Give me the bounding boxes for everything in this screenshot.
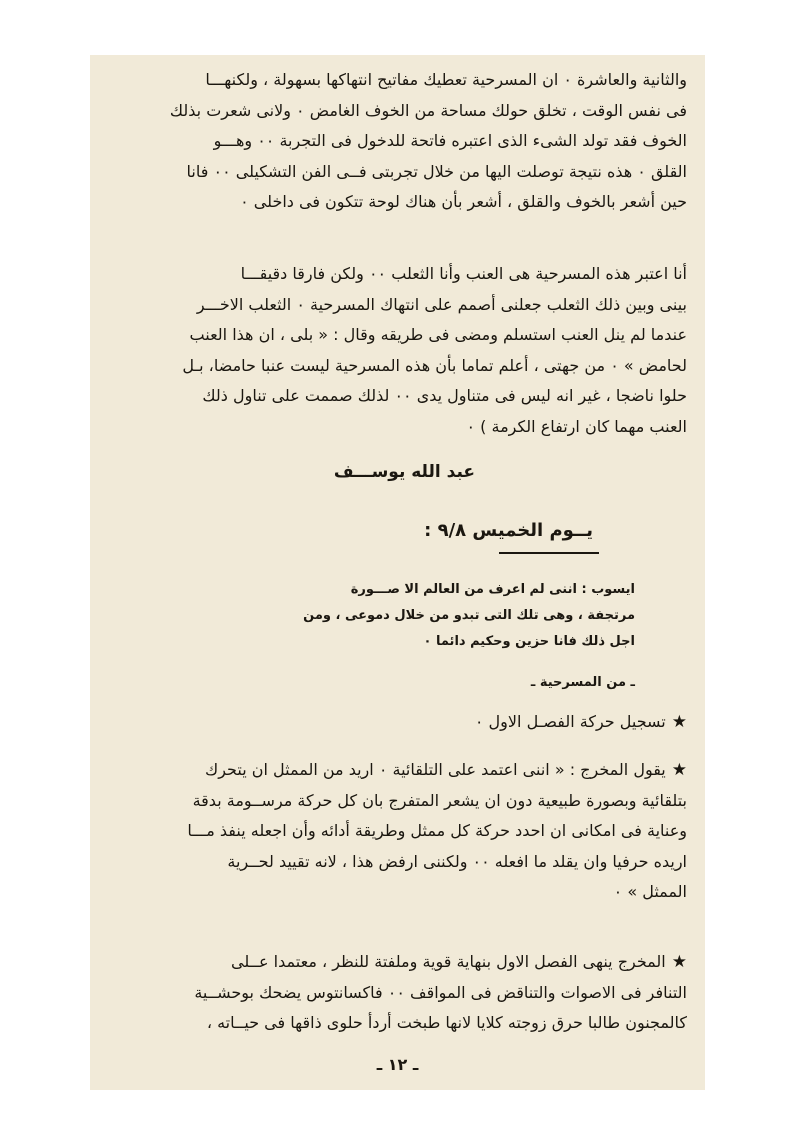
star-icon: ★ bbox=[671, 712, 687, 732]
text-line: فى نفس الوقت ، تخلق حولك مساحة من الخوف الغامض ٠ ولانى شعرت بذلك bbox=[169, 100, 687, 120]
quote-block bbox=[145, 577, 635, 655]
text-line: العنب مهما كان ارتفاع الكرمة ) ٠ bbox=[466, 416, 687, 436]
star-icon: ★ bbox=[671, 760, 687, 780]
bullet-act-one bbox=[107, 707, 687, 738]
paragraph-intro bbox=[107, 65, 687, 218]
page-number: ـ ١٢ ـ bbox=[376, 1055, 419, 1074]
text-line: حين أشعر بالخوف والقلق ، أشعر بأن هناك لوحة تتكون فى داخلى ٠ bbox=[240, 192, 687, 211]
text-line: والثانية والعاشرة ٠ ان المسرحية تعطيك مفاتيح انتهاكها بسهولة ، ولكنهـــا bbox=[205, 70, 687, 89]
text-line: الممثل » ٠ bbox=[613, 882, 687, 901]
text-line: يقول المخرج : « اننى اعتمد على التلقائية ٠ اريد من الممثل ان يتحرك bbox=[205, 760, 666, 779]
heading-underline bbox=[499, 552, 599, 554]
scanned-page bbox=[90, 55, 705, 1090]
bullet-text: تسجيل حركة الفصـل الاول ٠ bbox=[474, 712, 666, 731]
paragraph-director bbox=[107, 755, 687, 908]
star-icon: ★ bbox=[671, 952, 687, 972]
paragraph-ending bbox=[107, 947, 687, 1039]
text-line: الخوف فقد تولد الشىء الذى اعتبره فاتحة للدخول فى التجربة ٠٠ وهـــو bbox=[213, 131, 687, 150]
text-line: المخرج ينهى الفصل الاول بنهاية قوية وملفتة للنظر ، معتمدا عــلى bbox=[231, 952, 666, 971]
text-line: القلق ٠ هذه نتيجة توصلت اليها من خلال تجربتى فــى الفن التشكيلى ٠٠ فانا bbox=[186, 161, 687, 181]
text-line: حلوا ناضجا ، غير انه ليس فى متناول يدى ٠٠ لذلك صممت على تناول ذلك bbox=[202, 386, 687, 405]
text-line: أنا اعتبر هذه المسرحية هى العنب وأنا الثعلب ٠٠ ولكن فارقا دقيقـــا bbox=[240, 264, 687, 283]
text-line: بتلقائية وبصورة طبيعية دون ان يشعر المتفرج بان كل حركة مرســومة بدقة bbox=[192, 790, 687, 810]
quote-source: ـ من المسرحية ـ bbox=[530, 675, 635, 690]
text-line: بينى وبين ذلك الثعلب جعلنى أصمم على انتهاك المسرحية ٠ الثعلب الاخـــر bbox=[196, 294, 687, 314]
text-line: التنافر فى الاصوات والتناقض فى المواقف ٠٠ فاكسانتوس يضحك بوحشــية bbox=[194, 982, 687, 1002]
text-line: كالمجنون طالبا حرق زوجته كلايا لانها طبخت أردأ حلوى ذاقها فى حيــاته ، bbox=[206, 1013, 687, 1032]
text-line: لحامض » ٠ من جهتى ، أعلم تماما بأن هذه المسرحية ليست عنبا حامضا، بـل bbox=[182, 355, 687, 375]
text-line: وعناية فى امكانى ان احدد حركة كل ممثل وطريقة أدائه وأن اجعله ينفذ مـــا bbox=[187, 821, 687, 840]
text-line: اريده حرفيا وان يقلد ما افعله ٠٠ ولكننى ارفض هذا ، لانه تقييد لحــرية bbox=[227, 851, 687, 871]
author-signature: عبد الله يوســـف bbox=[333, 462, 475, 482]
quote-line: مرتجفة ، وهى تلك التى تبدو من خلال دموعى ، ومن bbox=[303, 608, 635, 623]
quote-line: ايسوب : اننى لم اعرف من العالم الا صـــورة bbox=[350, 582, 635, 597]
text-line: عندما لم ينل العنب استسلم ومضى فى طريقه وقال : « بلى ، ان هذا العنب bbox=[189, 325, 687, 344]
paragraph-fox bbox=[107, 259, 687, 442]
quote-line: اجل ذلك فانا حزين وحكيم دائما ٠ bbox=[423, 634, 635, 649]
section-heading: يــوم الخميس ٩/٨ : bbox=[424, 520, 593, 541]
